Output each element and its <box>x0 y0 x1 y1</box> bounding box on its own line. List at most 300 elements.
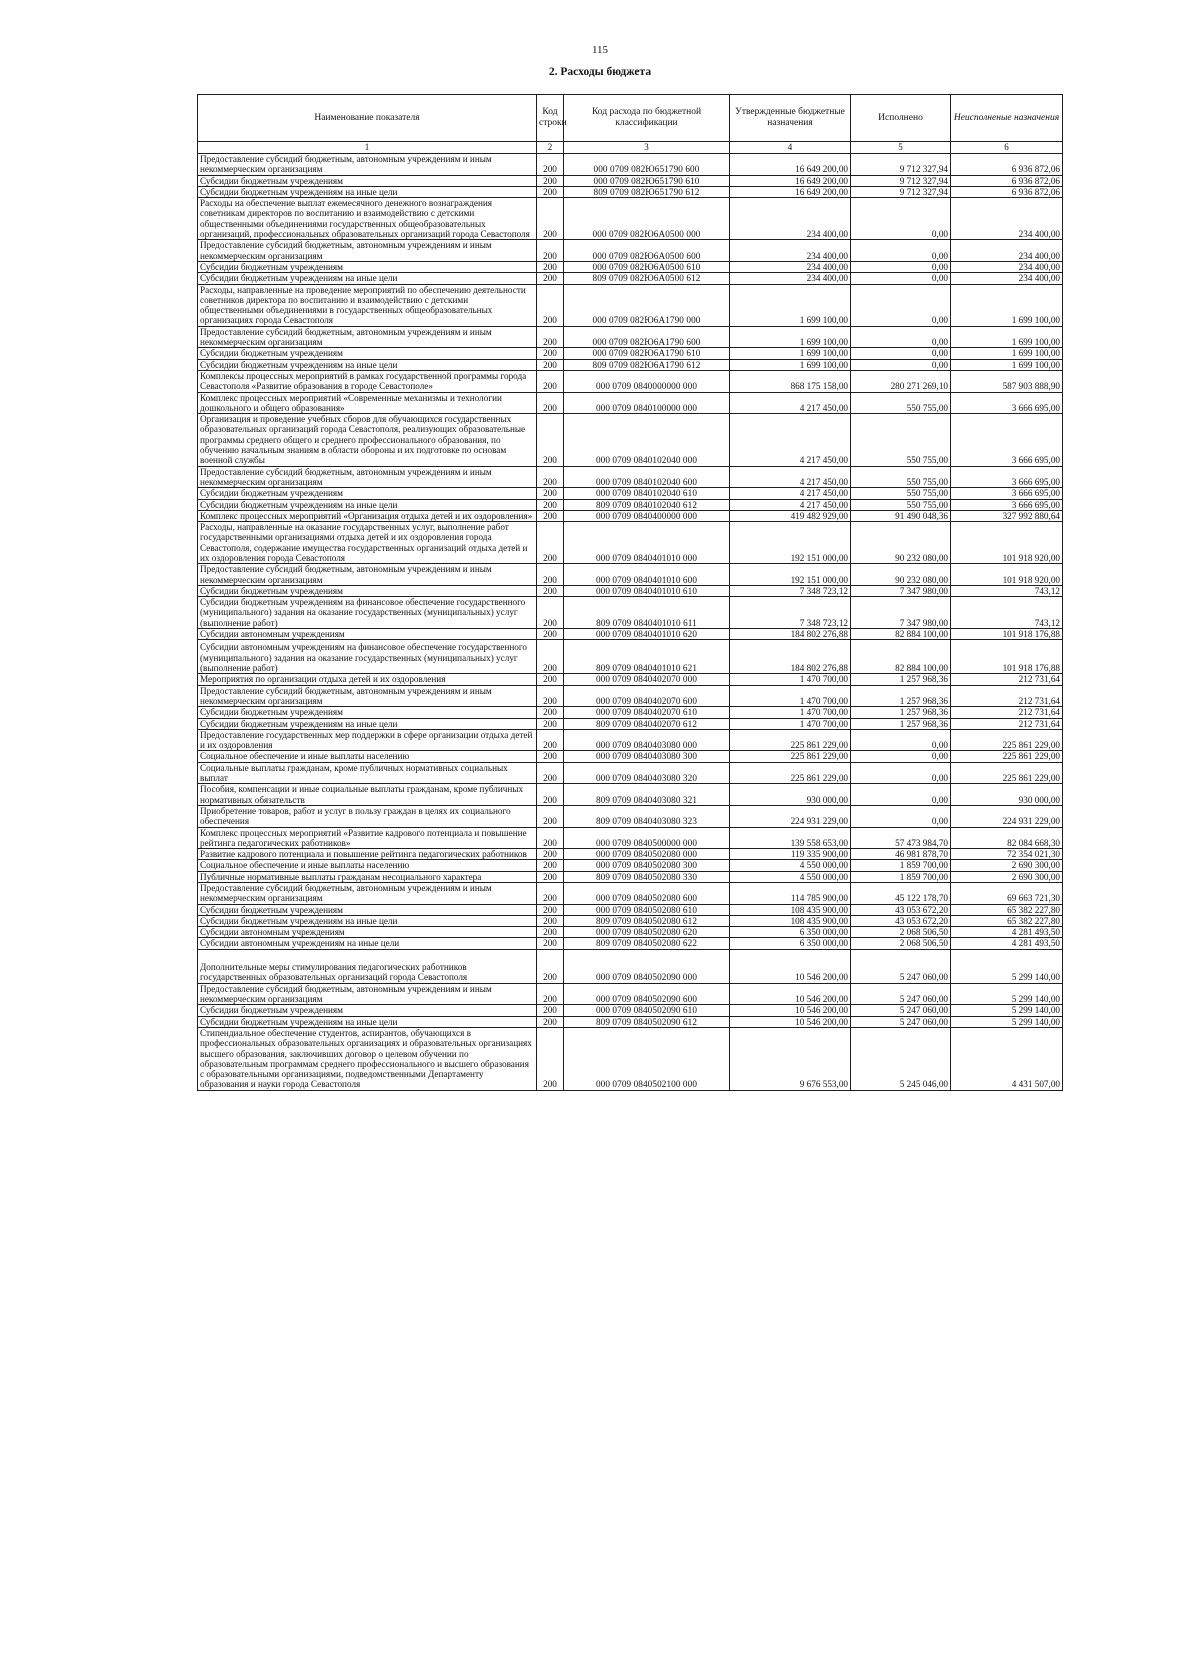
row-unexecuted-cell: 587 903 888,90 <box>951 370 1063 392</box>
row-kbk-cell: 000 0709 082Ю651790 610 <box>564 175 730 186</box>
row-approved-cell: 184 802 276,88 <box>730 640 851 674</box>
table-row <box>198 707 1063 718</box>
table-body <box>198 154 1063 1091</box>
row-approved-cell: 10 546 200,00 <box>730 1016 851 1027</box>
table-row <box>198 348 1063 359</box>
row-approved-cell: 192 151 000,00 <box>730 522 851 564</box>
row-kbk-cell: 809 0709 0840401010 611 <box>564 597 730 629</box>
row-executed-cell: 5 247 060,00 <box>851 983 951 1005</box>
row-code-cell: 200 <box>537 1027 564 1090</box>
row-name-cell: Предоставление субсидий бюджетным, автономным учреждениям и иным некоммерческим организациям <box>198 466 537 488</box>
row-unexecuted-cell: 5 299 140,00 <box>951 949 1063 983</box>
row-kbk-cell: 000 0709 082Ю6А1790 610 <box>564 348 730 359</box>
row-kbk-cell: 000 0709 0840403080 000 <box>564 729 730 751</box>
row-code-cell: 200 <box>537 564 564 586</box>
row-code-cell: 200 <box>537 640 564 674</box>
row-kbk-cell: 000 0709 0840500000 000 <box>564 827 730 849</box>
row-unexecuted-cell: 225 861 229,00 <box>951 729 1063 751</box>
row-kbk-cell: 000 0709 0840100000 000 <box>564 392 730 414</box>
row-kbk-cell: 000 0709 0840402070 600 <box>564 685 730 707</box>
table-row <box>198 284 1063 326</box>
row-name-cell: Субсидии бюджетным учреждениям <box>198 175 537 186</box>
row-approved-cell: 4 217 450,00 <box>730 466 851 488</box>
row-executed-cell: 82 884 100,00 <box>851 640 951 674</box>
row-executed-cell: 43 053 672,20 <box>851 915 951 926</box>
row-unexecuted-cell: 212 731,64 <box>951 685 1063 707</box>
row-code-cell: 200 <box>537 685 564 707</box>
table-row <box>198 597 1063 629</box>
row-approved-cell: 108 435 900,00 <box>730 904 851 915</box>
table-row <box>198 1027 1063 1090</box>
row-unexecuted-cell: 3 666 695,00 <box>951 392 1063 414</box>
row-approved-cell: 1 699 100,00 <box>730 359 851 370</box>
row-code-cell: 200 <box>537 949 564 983</box>
row-approved-cell: 16 649 200,00 <box>730 154 851 176</box>
row-code-cell: 200 <box>537 860 564 871</box>
row-executed-cell: 0,00 <box>851 751 951 762</box>
row-name-cell: Субсидии бюджетным учреждениям на иные цели <box>198 359 537 370</box>
row-unexecuted-cell: 234 400,00 <box>951 261 1063 272</box>
row-unexecuted-cell: 101 918 920,00 <box>951 522 1063 564</box>
row-executed-cell: 0,00 <box>851 729 951 751</box>
row-executed-cell: 9 712 327,94 <box>851 154 951 176</box>
table-row <box>198 983 1063 1005</box>
row-unexecuted-cell: 3 666 695,00 <box>951 466 1063 488</box>
row-code-cell: 200 <box>537 466 564 488</box>
row-kbk-cell: 809 0709 0840502080 330 <box>564 871 730 882</box>
row-unexecuted-cell: 5 299 140,00 <box>951 1016 1063 1027</box>
header-code: Код строки <box>537 95 564 142</box>
row-executed-cell: 0,00 <box>851 198 951 240</box>
row-executed-cell: 9 712 327,94 <box>851 186 951 197</box>
row-code-cell: 200 <box>537 198 564 240</box>
row-approved-cell: 4 550 000,00 <box>730 860 851 871</box>
table-row <box>198 949 1063 983</box>
row-executed-cell: 1 257 968,36 <box>851 707 951 718</box>
row-executed-cell: 1 859 700,00 <box>851 871 951 882</box>
table-row <box>198 198 1063 240</box>
row-executed-cell: 0,00 <box>851 261 951 272</box>
row-executed-cell: 0,00 <box>851 240 951 262</box>
row-approved-cell: 4 217 450,00 <box>730 488 851 499</box>
row-kbk-cell: 000 0709 0840000000 000 <box>564 370 730 392</box>
row-kbk-cell: 000 0709 0840502090 600 <box>564 983 730 1005</box>
row-approved-cell: 6 350 000,00 <box>730 927 851 938</box>
table-row <box>198 915 1063 926</box>
row-unexecuted-cell: 212 731,64 <box>951 707 1063 718</box>
row-code-cell: 200 <box>537 983 564 1005</box>
row-unexecuted-cell: 1 699 100,00 <box>951 359 1063 370</box>
column-number: 4 <box>730 142 851 154</box>
table-row <box>198 186 1063 197</box>
row-kbk-cell: 809 0709 0840502080 622 <box>564 938 730 949</box>
row-unexecuted-cell: 1 699 100,00 <box>951 348 1063 359</box>
row-code-cell: 200 <box>537 762 564 784</box>
row-executed-cell: 2 068 506,50 <box>851 938 951 949</box>
row-unexecuted-cell: 2 690 300,00 <box>951 871 1063 882</box>
row-unexecuted-cell: 101 918 920,00 <box>951 564 1063 586</box>
row-kbk-cell: 809 0709 0840102040 612 <box>564 499 730 510</box>
row-unexecuted-cell: 82 084 668,30 <box>951 827 1063 849</box>
row-approved-cell: 7 348 723,12 <box>730 585 851 596</box>
column-number: 6 <box>951 142 1063 154</box>
row-code-cell: 200 <box>537 510 564 521</box>
row-unexecuted-cell: 2 690 300,00 <box>951 860 1063 871</box>
row-unexecuted-cell: 225 861 229,00 <box>951 751 1063 762</box>
table-row <box>198 640 1063 674</box>
row-approved-cell: 10 546 200,00 <box>730 983 851 1005</box>
row-code-cell: 200 <box>537 938 564 949</box>
row-executed-cell: 0,00 <box>851 805 951 827</box>
row-code-cell: 200 <box>537 629 564 640</box>
row-name-cell: Субсидии бюджетным учреждениям <box>198 585 537 596</box>
row-code-cell: 200 <box>537 175 564 186</box>
row-unexecuted-cell: 4 431 507,00 <box>951 1027 1063 1090</box>
row-unexecuted-cell: 3 666 695,00 <box>951 488 1063 499</box>
row-name-cell: Предоставление субсидий бюджетным, автономным учреждениям и иным некоммерческим организациям <box>198 983 537 1005</box>
row-executed-cell: 0,00 <box>851 784 951 806</box>
row-code-cell: 200 <box>537 392 564 414</box>
row-kbk-cell: 000 0709 0840502090 000 <box>564 949 730 983</box>
row-name-cell: Социальное обеспечение и иные выплаты населению <box>198 751 537 762</box>
row-executed-cell: 550 755,00 <box>851 466 951 488</box>
header-approved: Утвержденные бюджетные назначения <box>730 95 851 142</box>
row-executed-cell: 45 122 178,70 <box>851 883 951 905</box>
row-approved-cell: 119 335 900,00 <box>730 849 851 860</box>
row-kbk-cell: 000 0709 0840102040 610 <box>564 488 730 499</box>
column-number-row <box>198 142 1063 154</box>
row-name-cell: Развитие кадрового потенциала и повышение рейтинга педагогических работников <box>198 849 537 860</box>
row-unexecuted-cell: 212 731,64 <box>951 674 1063 685</box>
row-name-cell: Стипендиальное обеспечение студентов, аспирантов, обучающихся в профессиональных образовательных организациях и образовательных организациях высшего образования, заключивших договор о целевом обучении по образовательным программам среднего профессионального и высшего образования с образовательными организациями, подведомственными Департаменту образования и науки города Севастополя <box>198 1027 537 1090</box>
row-kbk-cell: 000 0709 082Ю6А0500 600 <box>564 240 730 262</box>
row-executed-cell: 90 232 080,00 <box>851 564 951 586</box>
row-name-cell: Субсидии бюджетным учреждениям на иные цели <box>198 718 537 729</box>
row-kbk-cell: 000 0709 0840102040 600 <box>564 466 730 488</box>
row-code-cell: 200 <box>537 370 564 392</box>
header-name: Наименование показателя <box>198 95 537 142</box>
row-code-cell: 200 <box>537 261 564 272</box>
table-header-row <box>198 95 1063 142</box>
table-row <box>198 805 1063 827</box>
row-code-cell: 200 <box>537 849 564 860</box>
table-row <box>198 827 1063 849</box>
row-kbk-cell: 809 0709 082Ю651790 612 <box>564 186 730 197</box>
row-name-cell: Предоставление субсидий бюджетным, автономным учреждениям и иным некоммерческим организациям <box>198 154 537 176</box>
row-code-cell: 200 <box>537 707 564 718</box>
row-code-cell: 200 <box>537 326 564 348</box>
row-kbk-cell: 000 0709 0840401010 000 <box>564 522 730 564</box>
row-approved-cell: 1 470 700,00 <box>730 718 851 729</box>
table-row <box>198 784 1063 806</box>
row-approved-cell: 1 470 700,00 <box>730 685 851 707</box>
row-unexecuted-cell: 6 936 872,06 <box>951 154 1063 176</box>
row-executed-cell: 57 473 984,70 <box>851 827 951 849</box>
row-name-cell: Субсидии бюджетным учреждениям <box>198 1005 537 1016</box>
row-name-cell: Субсидии автономным учреждениям на иные цели <box>198 938 537 949</box>
row-executed-cell: 9 712 327,94 <box>851 175 951 186</box>
row-code-cell: 200 <box>537 499 564 510</box>
row-unexecuted-cell: 4 281 493,50 <box>951 927 1063 938</box>
row-approved-cell: 139 558 653,00 <box>730 827 851 849</box>
row-unexecuted-cell: 101 918 176,88 <box>951 629 1063 640</box>
row-approved-cell: 4 217 450,00 <box>730 414 851 466</box>
row-approved-cell: 10 546 200,00 <box>730 1005 851 1016</box>
page-number: 115 <box>591 44 609 56</box>
row-name-cell: Предоставление государственных мер поддержки в сфере организации отдыха детей и их оздоровления <box>198 729 537 751</box>
row-name-cell: Предоставление субсидий бюджетным, автономным учреждениям и иным некоммерческим организациям <box>198 240 537 262</box>
table-row <box>198 1016 1063 1027</box>
row-executed-cell: 280 271 269,10 <box>851 370 951 392</box>
row-unexecuted-cell: 72 354 021,30 <box>951 849 1063 860</box>
row-code-cell: 200 <box>537 927 564 938</box>
row-approved-cell: 4 550 000,00 <box>730 871 851 882</box>
row-executed-cell: 5 247 060,00 <box>851 1005 951 1016</box>
row-approved-cell: 419 482 929,00 <box>730 510 851 521</box>
row-name-cell: Субсидии бюджетным учреждениям на финансовое обеспечение государственного (муниципального) задания на оказание государственных (муниципальных) услуг (выполнение работ) <box>198 597 537 629</box>
expenditure-table <box>197 94 1063 1091</box>
row-name-cell: Предоставление субсидий бюджетным, автономным учреждениям и иным некоммерческим организациям <box>198 685 537 707</box>
row-approved-cell: 108 435 900,00 <box>730 915 851 926</box>
table-row <box>198 370 1063 392</box>
row-name-cell: Субсидии бюджетным учреждениям на иные цели <box>198 499 537 510</box>
row-code-cell: 200 <box>537 488 564 499</box>
row-name-cell: Субсидии бюджетным учреждениям на иные цели <box>198 1016 537 1027</box>
row-kbk-cell: 809 0709 0840401010 621 <box>564 640 730 674</box>
row-executed-cell: 5 245 046,00 <box>851 1027 951 1090</box>
row-unexecuted-cell: 3 666 695,00 <box>951 414 1063 466</box>
row-name-cell: Комплекс процессных мероприятий «Современные механизмы и технологии дошкольного и общего образования» <box>198 392 537 414</box>
table-row <box>198 674 1063 685</box>
table-row <box>198 751 1063 762</box>
row-approved-cell: 9 676 553,00 <box>730 1027 851 1090</box>
row-name-cell: Расходы на обеспечение выплат ежемесячного денежного вознаграждения советникам директоров по воспитанию и взаимодействию с детскими общественными объединениями государственных общеобразовательных организаций, профессиональных образовательных организаций города Севастополя <box>198 198 537 240</box>
column-number: 1 <box>198 142 537 154</box>
row-executed-cell: 82 884 100,00 <box>851 629 951 640</box>
row-approved-cell: 234 400,00 <box>730 198 851 240</box>
row-name-cell: Субсидии бюджетным учреждениям <box>198 261 537 272</box>
row-name-cell: Социальное обеспечение и иные выплаты населению <box>198 860 537 871</box>
table-row <box>198 904 1063 915</box>
row-kbk-cell: 809 0709 0840403080 323 <box>564 805 730 827</box>
row-unexecuted-cell: 4 281 493,50 <box>951 938 1063 949</box>
row-executed-cell: 5 247 060,00 <box>851 949 951 983</box>
row-executed-cell: 0,00 <box>851 348 951 359</box>
table-row <box>198 564 1063 586</box>
row-name-cell: Дополнительные меры стимулирования педагогических работников государственных образовательных организаций города Севастополя <box>198 949 537 983</box>
row-unexecuted-cell: 327 992 880,64 <box>951 510 1063 521</box>
header-unexecuted: Неисполненые назначения <box>951 95 1063 142</box>
column-number: 3 <box>564 142 730 154</box>
row-code-cell: 200 <box>537 827 564 849</box>
row-approved-cell: 868 175 158,00 <box>730 370 851 392</box>
row-code-cell: 200 <box>537 284 564 326</box>
row-code-cell: 200 <box>537 273 564 284</box>
table-row <box>198 154 1063 176</box>
row-approved-cell: 4 217 450,00 <box>730 499 851 510</box>
row-name-cell: Субсидии бюджетным учреждениям на иные цели <box>198 186 537 197</box>
row-name-cell: Социальные выплаты гражданам, кроме публичных нормативных социальных выплат <box>198 762 537 784</box>
row-kbk-cell: 000 0709 0840502100 000 <box>564 1027 730 1090</box>
row-executed-cell: 0,00 <box>851 359 951 370</box>
row-kbk-cell: 809 0709 0840402070 612 <box>564 718 730 729</box>
table-row <box>198 488 1063 499</box>
row-unexecuted-cell: 212 731,64 <box>951 718 1063 729</box>
row-approved-cell: 192 151 000,00 <box>730 564 851 586</box>
row-executed-cell: 7 347 980,00 <box>851 585 951 596</box>
table-row <box>198 261 1063 272</box>
row-executed-cell: 1 257 968,36 <box>851 718 951 729</box>
table-row <box>198 522 1063 564</box>
table-row <box>198 938 1063 949</box>
row-kbk-cell: 000 0709 0840401010 600 <box>564 564 730 586</box>
table-row <box>198 685 1063 707</box>
row-approved-cell: 234 400,00 <box>730 273 851 284</box>
row-kbk-cell: 000 0709 0840402070 610 <box>564 707 730 718</box>
row-code-cell: 200 <box>537 154 564 176</box>
table-row <box>198 585 1063 596</box>
row-executed-cell: 90 232 080,00 <box>851 522 951 564</box>
table-row <box>198 860 1063 871</box>
row-kbk-cell: 000 0709 082Ю6А1790 600 <box>564 326 730 348</box>
table-row <box>198 927 1063 938</box>
row-name-cell: Пособия, компенсации и иные социальные выплаты гражданам, кроме публичных нормативных обязательств <box>198 784 537 806</box>
row-approved-cell: 224 931 229,00 <box>730 805 851 827</box>
row-code-cell: 200 <box>537 915 564 926</box>
row-code-cell: 200 <box>537 805 564 827</box>
row-kbk-cell: 000 0709 0840102040 000 <box>564 414 730 466</box>
row-kbk-cell: 809 0709 082Ю6А1790 612 <box>564 359 730 370</box>
row-name-cell: Субсидии бюджетным учреждениям <box>198 348 537 359</box>
row-name-cell: Предоставление субсидий бюджетным, автономным учреждениям и иным некоммерческим организациям <box>198 883 537 905</box>
row-kbk-cell: 000 0709 082Ю6А1790 000 <box>564 284 730 326</box>
table-row <box>198 510 1063 521</box>
row-executed-cell: 2 068 506,50 <box>851 927 951 938</box>
row-name-cell: Публичные нормативные выплаты гражданам несоциального характера <box>198 871 537 882</box>
table-row <box>198 849 1063 860</box>
row-name-cell: Предоставление субсидий бюджетным, автономным учреждениям и иным некоммерческим организациям <box>198 326 537 348</box>
row-code-cell: 200 <box>537 751 564 762</box>
row-approved-cell: 1 699 100,00 <box>730 326 851 348</box>
row-kbk-cell: 809 0709 082Ю6А0500 612 <box>564 273 730 284</box>
row-name-cell: Комплекс процессных мероприятий «Организация отдыха детей и их оздоровления» <box>198 510 537 521</box>
row-code-cell: 200 <box>537 1005 564 1016</box>
table-row <box>198 392 1063 414</box>
row-unexecuted-cell: 5 299 140,00 <box>951 1005 1063 1016</box>
table-row <box>198 273 1063 284</box>
row-name-cell: Расходы, направленные на оказание государственных услуг, выполнение работ государственными организациями отдыха детей и их оздоровления города Севастополя, содержание имущества государственных организаций отдыха детей и их оздоровления города Севастополя <box>198 522 537 564</box>
row-executed-cell: 550 755,00 <box>851 414 951 466</box>
row-executed-cell: 550 755,00 <box>851 392 951 414</box>
row-unexecuted-cell: 6 936 872,06 <box>951 175 1063 186</box>
row-unexecuted-cell: 234 400,00 <box>951 198 1063 240</box>
row-approved-cell: 114 785 900,00 <box>730 883 851 905</box>
table-row <box>198 175 1063 186</box>
row-kbk-cell: 809 0709 0840502080 612 <box>564 915 730 926</box>
row-kbk-cell: 000 0709 0840401010 620 <box>564 629 730 640</box>
row-kbk-cell: 809 0709 0840502090 612 <box>564 1016 730 1027</box>
row-unexecuted-cell: 225 861 229,00 <box>951 762 1063 784</box>
row-unexecuted-cell: 3 666 695,00 <box>951 499 1063 510</box>
row-unexecuted-cell: 1 699 100,00 <box>951 284 1063 326</box>
row-name-cell: Субсидии автономным учреждениям <box>198 629 537 640</box>
row-unexecuted-cell: 6 936 872,06 <box>951 186 1063 197</box>
column-number: 2 <box>537 142 564 154</box>
row-kbk-cell: 000 0709 0840502090 610 <box>564 1005 730 1016</box>
table-row <box>198 326 1063 348</box>
table-row <box>198 499 1063 510</box>
row-code-cell: 200 <box>537 585 564 596</box>
row-name-cell: Субсидии бюджетным учреждениям на иные цели <box>198 915 537 926</box>
row-approved-cell: 234 400,00 <box>730 261 851 272</box>
row-unexecuted-cell: 65 382 227,80 <box>951 915 1063 926</box>
row-approved-cell: 16 649 200,00 <box>730 175 851 186</box>
row-executed-cell: 91 490 048,36 <box>851 510 951 521</box>
row-executed-cell: 550 755,00 <box>851 499 951 510</box>
row-executed-cell: 0,00 <box>851 326 951 348</box>
header-executed: Исполнено <box>851 95 951 142</box>
row-code-cell: 200 <box>537 718 564 729</box>
row-code-cell: 200 <box>537 784 564 806</box>
row-unexecuted-cell: 930 000,00 <box>951 784 1063 806</box>
row-approved-cell: 1 470 700,00 <box>730 707 851 718</box>
row-executed-cell: 5 247 060,00 <box>851 1016 951 1027</box>
row-approved-cell: 4 217 450,00 <box>730 392 851 414</box>
row-executed-cell: 550 755,00 <box>851 488 951 499</box>
row-approved-cell: 184 802 276,88 <box>730 629 851 640</box>
row-executed-cell: 0,00 <box>851 273 951 284</box>
row-unexecuted-cell: 224 931 229,00 <box>951 805 1063 827</box>
row-kbk-cell: 000 0709 0840403080 300 <box>564 751 730 762</box>
row-name-cell: Мероприятия по организации отдыха детей и их оздоровления <box>198 674 537 685</box>
row-code-cell: 200 <box>537 240 564 262</box>
row-unexecuted-cell: 5 299 140,00 <box>951 983 1063 1005</box>
table-row <box>198 466 1063 488</box>
row-kbk-cell: 000 0709 0840401010 610 <box>564 585 730 596</box>
table-row <box>198 762 1063 784</box>
column-number: 5 <box>851 142 951 154</box>
row-kbk-cell: 000 0709 082Ю6А0500 000 <box>564 198 730 240</box>
row-unexecuted-cell: 743,12 <box>951 585 1063 596</box>
table-row <box>198 871 1063 882</box>
table-row <box>198 729 1063 751</box>
row-executed-cell: 1 859 700,00 <box>851 860 951 871</box>
row-code-cell: 200 <box>537 359 564 370</box>
table-row <box>198 883 1063 905</box>
row-unexecuted-cell: 234 400,00 <box>951 240 1063 262</box>
row-executed-cell: 43 053 672,20 <box>851 904 951 915</box>
row-unexecuted-cell: 743,12 <box>951 597 1063 629</box>
row-unexecuted-cell: 234 400,00 <box>951 273 1063 284</box>
row-code-cell: 200 <box>537 729 564 751</box>
table-row <box>198 240 1063 262</box>
row-kbk-cell: 809 0709 0840403080 321 <box>564 784 730 806</box>
row-executed-cell: 0,00 <box>851 762 951 784</box>
row-approved-cell: 1 470 700,00 <box>730 674 851 685</box>
row-approved-cell: 225 861 229,00 <box>730 729 851 751</box>
row-name-cell: Комплексы процессных мероприятий в рамках государственной программы города Севастополя «Развитие образования в городе Севастополе» <box>198 370 537 392</box>
row-code-cell: 200 <box>537 1016 564 1027</box>
row-name-cell: Организация и проведение учебных сборов для обучающихся государственных образовательных организаций города Севастополя, реализующих образовательные программы среднего общего и среднего профессионального образования, по обучению начальным знаниям в области обороны и их подготовке по основам военной службы <box>198 414 537 466</box>
row-name-cell: Предоставление субсидий бюджетным, автономным учреждениям и иным некоммерческим организациям <box>198 564 537 586</box>
row-name-cell: Расходы, направленные на проведение мероприятий по обеспечению деятельности советников директора по воспитанию и взаимодействию с детскими общественными объединениями в государственных общеобразовательных организациях города Севастополя <box>198 284 537 326</box>
row-approved-cell: 930 000,00 <box>730 784 851 806</box>
table-row <box>198 718 1063 729</box>
section-title: 2. Расходы бюджета <box>548 66 652 78</box>
row-code-cell: 200 <box>537 871 564 882</box>
table-row <box>198 414 1063 466</box>
row-kbk-cell: 000 0709 0840400000 000 <box>564 510 730 521</box>
